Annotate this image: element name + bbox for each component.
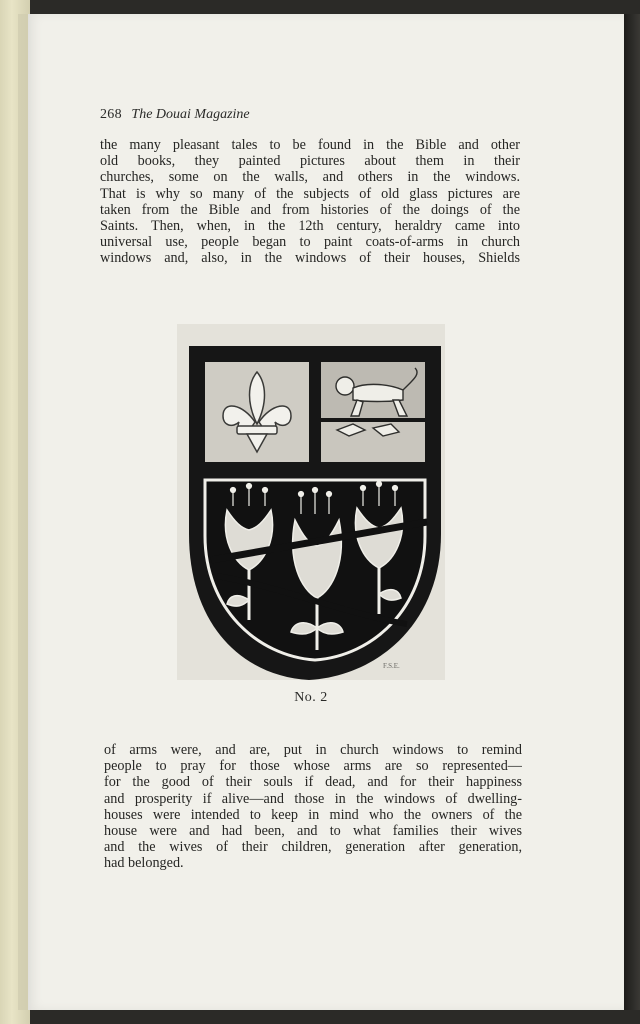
text-line: old books, they painted pictures about them in their xyxy=(100,153,520,170)
text-line: for the good of their souls if dead, and for their happiness xyxy=(104,774,522,791)
monogram-mark: F.S.E. xyxy=(383,662,400,670)
text-line: and the wives of their children, generation after generation, xyxy=(104,839,522,856)
running-title: The Douai Magazine xyxy=(131,107,250,122)
figure-caption: No. 2 xyxy=(294,690,328,705)
text-line: churches, some on the walls, and others in the windows. xyxy=(100,169,520,186)
text-line: the many pleasant tales to be found in the Bible and other xyxy=(100,137,520,153)
text-line: windows and, also, in the windows of their houses, Shields xyxy=(100,250,520,267)
text-line: Saints. Then, when, in the 12th century, heraldry came into xyxy=(100,218,520,235)
text-line: had belonged. xyxy=(104,855,184,872)
gutter-shadow xyxy=(18,14,32,1010)
page-number: 268 xyxy=(100,107,122,122)
page-edge-right xyxy=(624,14,640,1010)
text-line: house were and had been, and to what families their wives xyxy=(104,823,522,840)
text-line: taken from the Bible and from histories of the doings of the xyxy=(100,201,520,218)
text-line: of arms were, and are, put in church windows to remind xyxy=(104,742,522,758)
paragraph-2 xyxy=(104,742,522,872)
heraldic-shield-image xyxy=(177,324,445,680)
running-head xyxy=(100,107,520,123)
text-line: universal use, people began to paint coats-of-arms in church xyxy=(100,234,520,251)
stained-glass-plate xyxy=(177,324,445,680)
paragraph-1 xyxy=(100,137,520,267)
text-line: and prosperity if alive—and those in the windows of dwelling- xyxy=(104,790,522,807)
text-line: That is why so many of the subjects of old glass pictures are xyxy=(100,185,520,202)
text-line: houses were intended to keep in mind who the owners of the xyxy=(104,806,522,823)
text-line: people to pray for those whose arms are so represented— xyxy=(104,758,522,775)
